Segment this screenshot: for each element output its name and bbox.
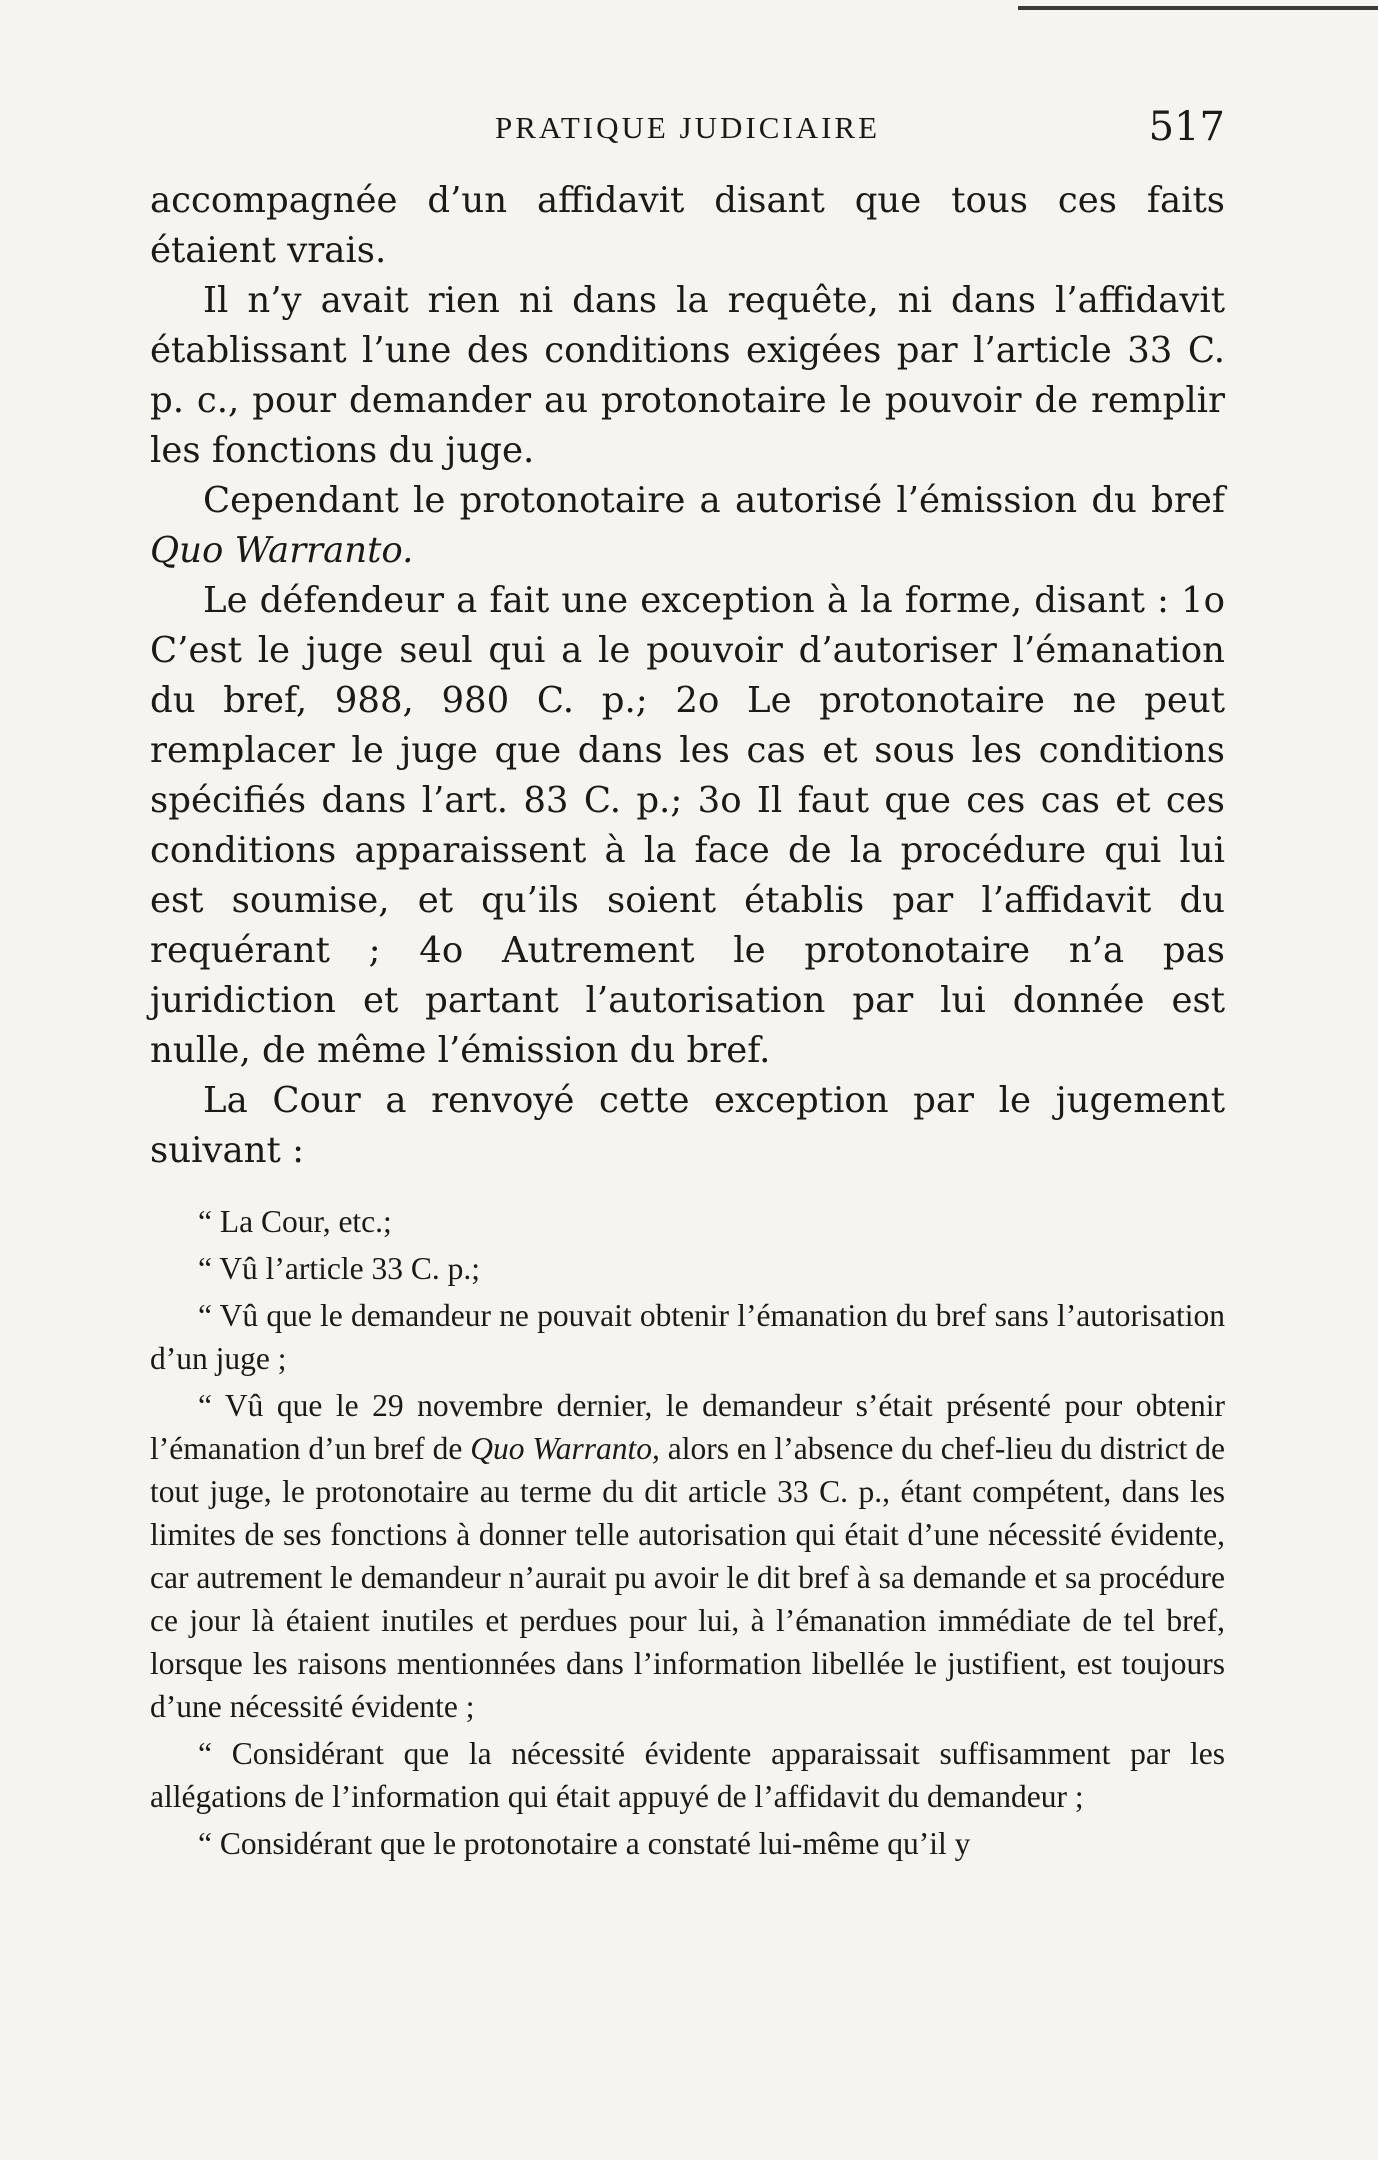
judgment-quote bbox=[150, 1200, 1225, 1869]
paragraph-2: Il n’y avait rien ni dans la requête, ni dans l’affidavit établissant l’une des conditions exigées par l’article 33 C. p. c., pour demander au protonotaire le pouvoir de remplir les fonctions du juge. bbox=[150, 280, 1225, 471]
paragraph-5: La Cour a renvoyé cette exception par le jugement suivant : bbox=[150, 1080, 1225, 1171]
running-title: PRATIQUE JUDICIAIRE bbox=[494, 110, 881, 145]
body-text bbox=[150, 176, 1225, 1176]
paragraph-4: Le défendeur a fait une exception à la forme, disant : 1o C’est le juge seul qui a le pouvoir d’autoriser l’émanation du bref, 988, 980 C. p.; 2o Le protonotaire ne peut remplacer le juge que dans les cas et sous les conditions spécifiés dans l’art. 83 C. p.; 3o Il faut que ces cas et ces conditions apparaissent à la face de la procédure qui lui est soumise, et qu’ils soient établis par l’affidavit du requérant ; 4o Autrement le protonotaire n’a pas juridiction et partant l’autorisation par lui donnée est nulle, de même l’émission du bref. bbox=[150, 580, 1225, 1071]
page-header bbox=[150, 104, 1225, 164]
judgment-line-4 bbox=[150, 1384, 1225, 1728]
writ-name-italic-2: Quo Warranto, bbox=[470, 1431, 660, 1466]
judgment-line-2: “ Vû l’article 33 C. p.; bbox=[198, 1251, 480, 1286]
writ-name-italic: Quo Warranto. bbox=[150, 530, 414, 571]
judgment-line-5: “ Considérant que la nécessité évidente apparaissait suffisamment par les allégations de l’information qui était appuyé de l’affidavit du demandeur ; bbox=[150, 1736, 1225, 1814]
paragraph-1: accompagnée d’un affidavit disant que tous ces faits étaient vrais. bbox=[150, 180, 1225, 271]
paragraph-3-text: Cependant le protonotaire a autorisé l’émission du bref bbox=[203, 480, 1225, 521]
judgment-line-1: “ La Cour, etc.; bbox=[198, 1204, 392, 1239]
paragraph-3 bbox=[150, 476, 1225, 576]
page-number: 517 bbox=[1148, 104, 1225, 150]
judgment-line-3: “ Vû que le demandeur ne pouvait obtenir l’émanation du bref sans l’autorisation d’un juge ; bbox=[150, 1298, 1225, 1376]
top-edge-rule bbox=[1018, 6, 1378, 10]
judgment-line-6: “ Considérant que le protonotaire a constaté lui-même qu’il y bbox=[198, 1826, 971, 1861]
judgment-line-4-end: alors en l’absence du chef-lieu du district de tout juge, le protonotaire au terme du dit article 33 C. p., étant compétent, dans les limites de ses fonctions à donner telle autorisation qui était d’une nécessité évidente, car autrement le demandeur n’aurait pu avoir le dit bref à sa demande et sa procédure ce jour là étaient inutiles et perdues pour lui, à l’émanation immédiate de tel bref, lorsque les raisons mentionnées dans l’information libellée le justifient, est toujours d’une nécessité évidente ; bbox=[150, 1431, 1226, 1724]
judgment-line-4-start: “ Vû que le 29 novembre dernier, le demandeur s’était présenté pour obtenir l’émanation d’un bref de bbox=[150, 1388, 1225, 1466]
